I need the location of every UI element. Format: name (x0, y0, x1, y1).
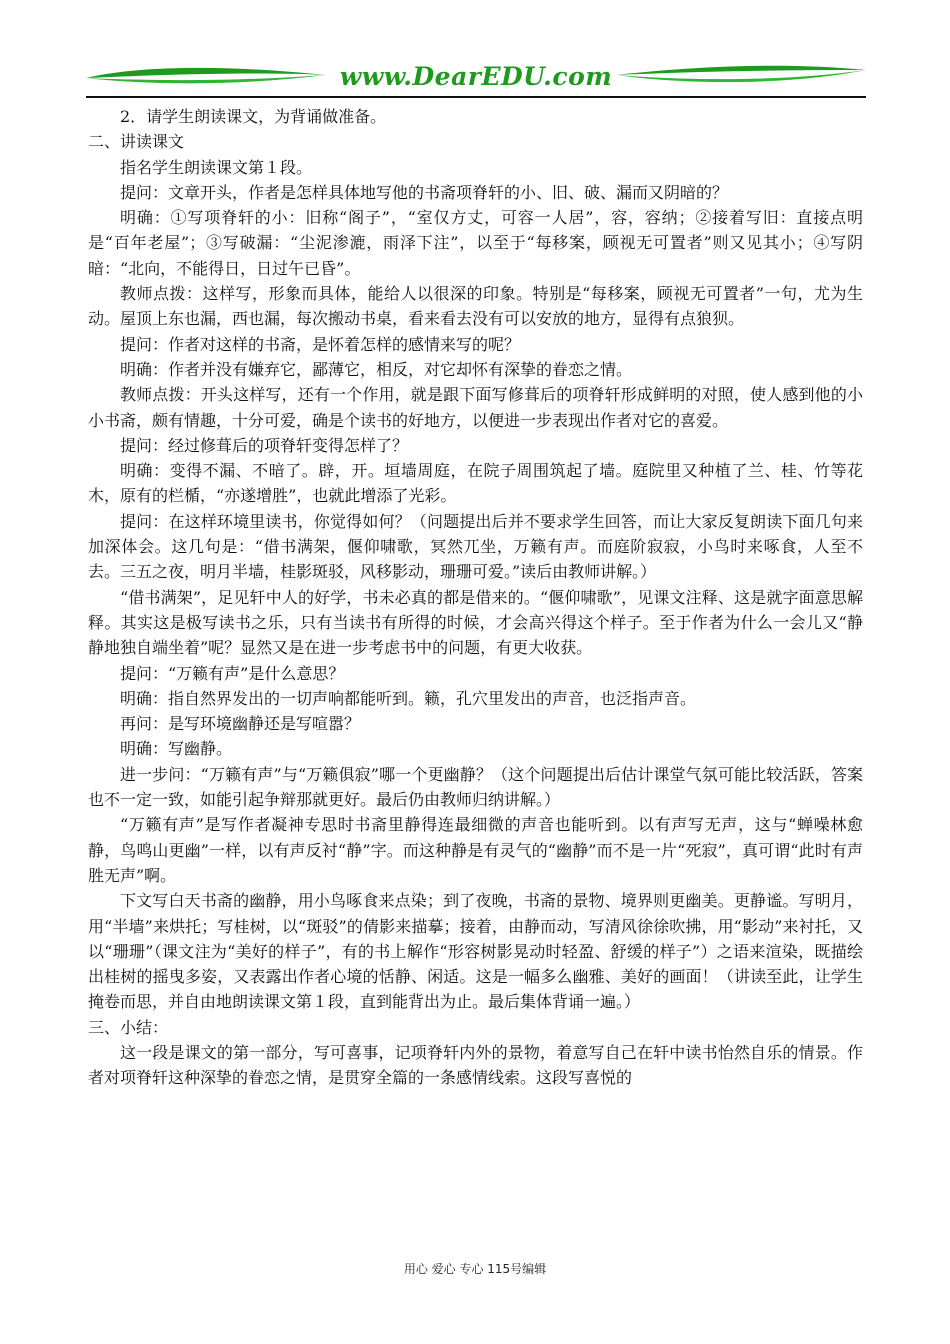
paragraph: 下文写白天书斋的幽静，用小鸟啄食来点染；到了夜晚，书斋的景物、境界则更幽美。更静谧。写明月，用“半墙”来烘托；写桂树，以“斑驳”的倩影来描摹；接着，由静而动，写清风徐徐吹拂，用“影动”来衬托，又以“珊珊”（课文注为“美好的样子”，有的书上解作“形容树影晃动时轻盈、舒缓的样子”）之语来渲染，既描绘出桂树的摇曳多姿，又表露出作者心境的恬静、闲适。这是一幅多么幽雅、美好的画面！（讲读至此，让学生掩卷而思，并自由地朗读课文第１段，直到能背出为止。最后集体背诵一遍。） (88, 891, 863, 1012)
paragraph: 提问：作者对这样的书斋，是怀着怎样的感情来写的呢？ (120, 334, 521, 354)
site-header-banner (86, 58, 866, 98)
paragraph: 指名学生朗读课文第１段。 (120, 157, 313, 177)
paragraph: 明确：①写项脊轩的小：旧称“阁子”，“室仅方丈，可容一人居”，容，容纳；②接着写旧：直接点明是“百年老屋”；③写破漏：“尘泥渗漉，雨泽下注”，以至于“每移案，顾视无可置者”则又见其小；④写阴暗：“北向，不能得日，日过午已昏”。 (88, 208, 863, 278)
paragraph: 提问：“万籁有声”是什么意思？ (120, 663, 345, 683)
paragraph: 再问：是写环境幽静还是写喧嚣？ (120, 714, 361, 734)
paragraph: 进一步问：“万籁有声”与“万籁俱寂”哪一个更幽静？（这个问题提出后估计课堂气氛可能比较活跃，答案也不一定一致，如能引起争辩那就更好。最后仍由教师归纳讲解。） (88, 764, 863, 810)
header-divider (86, 96, 866, 98)
paragraph: 明确：变得不漏、不暗了。辟，开。垣墙周庭，在院子周围筑起了墙。庭院里又种植了兰、桂、竹等花木，原有的栏楯，“亦遂增胜”，也就此增添了光彩。 (88, 461, 863, 506)
site-logo[interactable]: www.DearEDU.com (339, 62, 613, 91)
paragraph: 提问：经过修葺后的项脊轩变得怎样了？ (120, 435, 409, 455)
paragraph: 提问：文章开头，作者是怎样具体地写他的书斋项脊轩的小、旧、破、漏而又阴暗的？ (120, 182, 729, 202)
paragraph: 三、小结： (88, 1017, 169, 1037)
paragraph: 明确：指自然界发出的一切声响都能听到。籁，孔穴里发出的声音，也泛指声音。 (120, 688, 697, 708)
paragraph: 二、讲读课文 (88, 132, 185, 152)
paragraph: 2．请学生朗读课文，为背诵做准备。 (120, 107, 387, 126)
paragraph: 教师点拨：这样写，形象而具体，能给人以很深的印象。特别是“每移案，顾视无可置者”一句，尤为生动。屋顶上东也漏，西也漏，每次搬动书桌，看来看去没有可以安放的地方，显得有点狼狈。 (88, 284, 863, 329)
paragraph: 提问：在这样环境里读书，你觉得如何？（问题提出后并不要求学生回答，而让大家反复朗读下面几句来加深体会。这几句是：“借书满架，偃仰啸歌，冥然兀坐，万籁有声。而庭阶寂寂，小鸟时来啄食，人至不去。三五之夜，明月半墙，桂影斑驳，风移影动，珊珊可爱。”读后由教师讲解。） (88, 511, 863, 582)
paragraph: “借书满架”，足见轩中人的好学，书未必真的都是借来的。“偃仰啸歌”，见课文注释、这是就字面意思解释。其实这是极写读书之乐，只有当读书有所得的时候，才会高兴得这个样子。至于作者为什么一会儿又“静静地独自端坐着”呢？显然又是在进一步考虑书中的问题，有更大收获。 (88, 587, 863, 658)
paragraph: “万籁有声”是写作者凝神专思时书斋里静得连最细微的声音也能听到。以有声写无声，这与“蝉噪林愈静，鸟鸣山更幽”一样，以有声反衬“静”字。而这种静是有灵气的“幽静”而不是一片“死寂”，真可谓“此时有声胜无声”啊。 (88, 815, 863, 885)
paragraph: 明确：写幽静。 (120, 739, 233, 759)
paragraph: 教师点拨：开头这样写，还有一个作用，就是跟下面写修葺后的项脊轩形成鲜明的对照，使人感到他的小小书斋，颇有情趣，十分可爱，确是个读书的好地方，以便进一步表现出作者对它的喜爱。 (88, 385, 863, 430)
paragraph: 明确：作者并没有嫌弃它，鄙薄它，相反，对它却怀有深挚的眷恋之情。 (120, 359, 633, 379)
page-footer: 用心 爱心 专心 115号编辑 (403, 1262, 547, 1276)
document-body (88, 104, 863, 1091)
paragraph: 这一段是课文的第一部分，写可喜事，记项脊轩内外的景物，着意写自己在轩中读书怡然自乐的情景。作者对项脊轩这种深挚的眷恋之情，是贯穿全篇的一条感情线索。这段写喜悦的 (88, 1042, 863, 1088)
